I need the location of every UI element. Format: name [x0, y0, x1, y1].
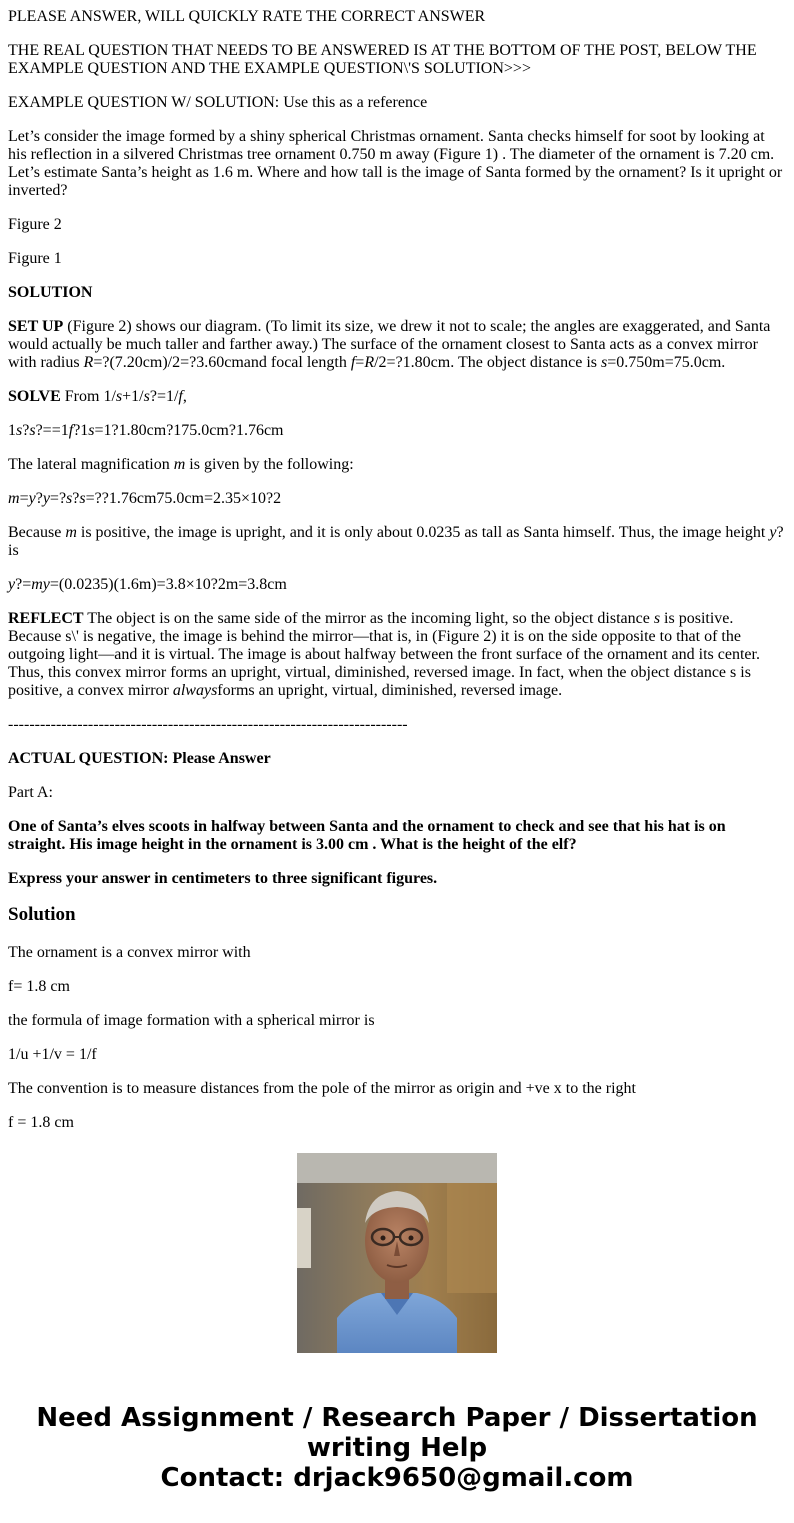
post-content — [8, 0, 786, 1131]
divider-line: --------------------------------------------------------------------------- — [8, 716, 408, 733]
answer-line-1: The ornament is a convex mirror with — [8, 944, 251, 961]
equation-3: y?=my=(0.0235)(1.6m)=3.8×10?2m=3.8cm — [8, 576, 287, 593]
solve-paragraph: SOLVE From 1/s+1/s?=1/f, — [8, 388, 187, 405]
answer-heading: Solution — [8, 904, 76, 925]
plea-text: PLEASE ANSWER, WILL QUICKLY RATE THE CORRECT ANSWER — [8, 8, 486, 25]
example-question: Let’s consider the image formed by a shiny spherical Christmas ornament. Santa checks himself for soot by looking at his reflection in a silvered Christmas tree ornament 0.750 m away (Figure 1) . The diameter of the ornament is 7.20 cm. Let’s estimate Santa’s height as 1.6 m. Where and how tall is the image of Santa formed by the ornament? Is it upright or inverted? — [8, 128, 783, 199]
question-text: One of Santa’s elves scoots in halfway between Santa and the ornament to check and see that his hat is on straight. His image height in the ornament is 3.00 cm . What is the height of the elf? — [8, 818, 726, 853]
author-avatar — [297, 1153, 497, 1353]
figure-2-caption: Figure 2 — [8, 216, 62, 233]
answer-line-6: f = 1.8 cm — [8, 1114, 74, 1131]
setup-paragraph: SET UP (Figure 2) shows our diagram. (To limit its size, we drew it not to scale; the angles are exaggerated, and Santa would actually be much taller and farther away.) The surface of the ornament closest to Santa acts as a convex mirror with radius R=?(7.20cm)/2=?3.60cmand focal length f=R/2=?1.80cm. The object distance is s=0.750m=75.0cm. — [8, 318, 771, 371]
answer-line-4: 1/u +1/v = 1/f — [8, 1046, 97, 1063]
reflect-paragraph: REFLECT The object is on the same side of the mirror as the incoming light, so the object distance s is positive. Because s\' is negative, the image is behind the mirror—that is, in (Figure 2) it is on the side opposite to that of the outgoing light—and it is virtual. The image is about halfway between the front surface of the ornament and its center. Thus, this convex mirror forms an upright, virtual, diminished, reversed image. In fact, when the object distance s is positive, a convex mirror alwaysforms an upright, virtual, diminished, reversed image. — [8, 610, 760, 699]
question-instructions: Express your answer in centimeters to three significant figures. — [8, 870, 438, 887]
footer-line-1: Need Assignment / Research Paper / Dissertation — [36, 1403, 758, 1433]
equation-1: 1s?s?==1f?1s=1?1.80cm?175.0cm?1.76cm — [8, 422, 284, 439]
answer-line-3: the formula of image formation with a spherical mirror is — [8, 1012, 375, 1029]
actual-question-heading: ACTUAL QUESTION: Please Answer — [8, 750, 271, 767]
answer-line-5: The convention is to measure distances from the pole of the mirror as origin and +ve x to the right — [8, 1080, 636, 1097]
magnification-text: The lateral magnification m is given by the following: — [8, 456, 354, 473]
footer-contact: Contact: drjack9650@gmail.com — [160, 1463, 634, 1493]
because-paragraph: Because m is positive, the image is upright, and it is only about 0.0235 as tall as Santa himself. Thus, the image height y? is — [8, 524, 784, 559]
instruction-text: THE REAL QUESTION THAT NEEDS TO BE ANSWERED IS AT THE BOTTOM OF THE POST, BELOW THE EXAMPLE QUESTION AND THE EXAMPLE QUESTION\'S SOLUTION>>> — [8, 42, 757, 77]
figure-1-caption: Figure 1 — [8, 250, 62, 267]
answer-line-2: f= 1.8 cm — [8, 978, 70, 995]
author-portrait-image — [297, 1153, 497, 1353]
footer-line-2: writing Help — [306, 1433, 488, 1463]
equation-2: m=y?y=?s?s=??1.76cm75.0cm=2.35×10?2 — [8, 490, 282, 507]
part-a-label: Part A: — [8, 784, 53, 801]
solution-heading: SOLUTION — [8, 284, 93, 301]
example-heading: EXAMPLE QUESTION W/ SOLUTION: Use this as a reference — [8, 94, 428, 111]
footer-advert — [0, 1403, 794, 1493]
